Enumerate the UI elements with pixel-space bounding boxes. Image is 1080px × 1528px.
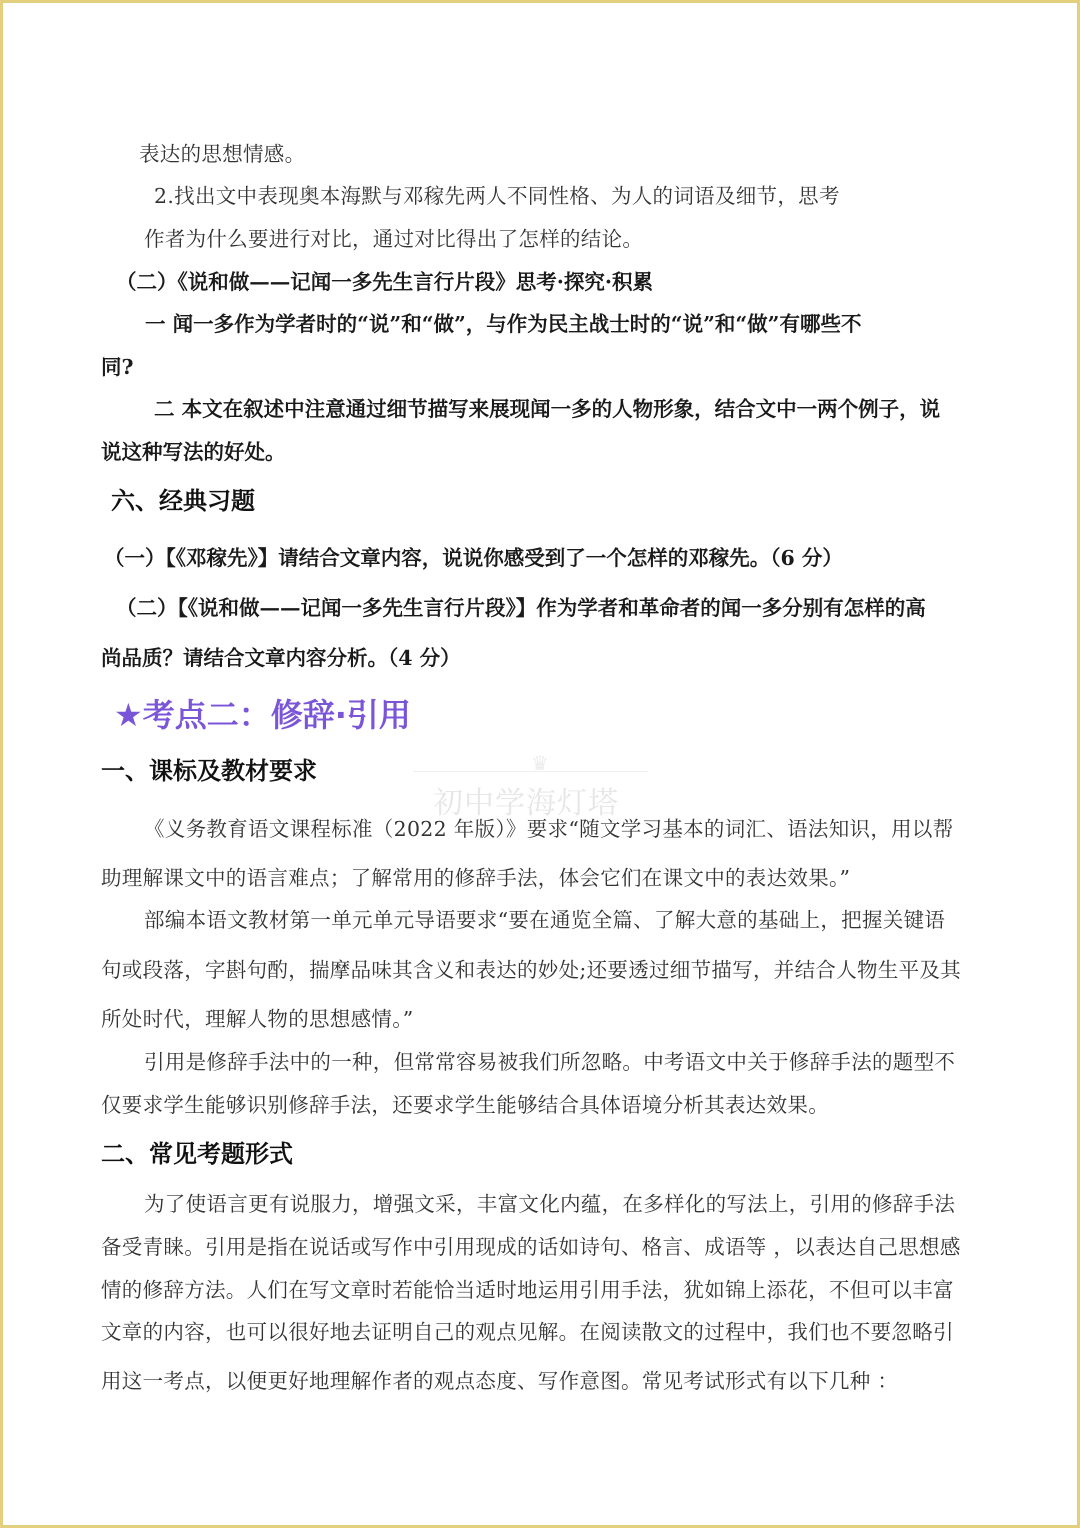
watermark-text: 初中学海灯塔 [433, 786, 619, 821]
text-line: 2.找出文中表现奥本海默与邓稼先两人不同性格、为人的词语及细节，思考 [154, 184, 840, 208]
text-line: 句或段落，字斟句酌，揣摩品味其含义和表达的妙处;还要透过细节描写，并结合人物生平及其 [101, 958, 962, 982]
text-line: 所处时代，理解人物的思想感情。” [101, 1007, 414, 1031]
question-line: 说这种写法的好处。 [101, 440, 286, 464]
subsection-heading: （二）《说和做——记闻一多先生言行片段》思考·探究·积累 [116, 270, 654, 294]
exercise-line: （一）【《邓稼先》】请结合文章内容，说说你感受到了一个怎样的邓稼先。（6 分） [104, 546, 843, 570]
text-line: 用这一考点，以便更好地理解作者的观点态度、写作意图。常见考试形式有以下几种 ： [101, 1369, 899, 1393]
question-line: 一 闻一多作为学者时的“说”和“做”，与作为民主战士时的“说”和“做”有哪些不 [145, 312, 862, 336]
text-line: 助理解课文中的语言难点；了解常用的修辞手法，体会它们在课文中的表达效果。” [101, 866, 851, 890]
section-heading: 一、课标及教材要求 [101, 756, 317, 785]
text-line: 仅要求学生能够识别修辞手法，还要求学生能够结合具体语境分析其表达效果。 [101, 1093, 829, 1117]
crown-icon: ♛ [531, 751, 549, 775]
question-line: 同? [101, 355, 134, 379]
exercise-line: （二）【《说和做——记闻一多先生言行片段》】作为学者和革命者的闻一多分别有怎样的高 [116, 596, 926, 620]
section-heading: 六、经典习题 [111, 486, 255, 515]
text-line: 为了使语言更有说服力，增强文采，丰富文化内蕴，在多样化的写法上，引用的修辞手法 [144, 1192, 956, 1216]
text-line: 情的修辞方法。人们在写文章时若能恰当适时地运用引用手法，犹如锦上添花，不但可以丰富 [101, 1278, 954, 1302]
question-line: 二 本文在叙述中注意通过细节描写来展现闻一多的人物形象，结合文中一两个例子，说 [154, 397, 941, 421]
text-line: 引用是修辞手法中的一种，但常常容易被我们所忽略。中考语文中关于修辞手法的题型不 [144, 1050, 956, 1074]
section-heading: 二、常见考题形式 [101, 1139, 293, 1168]
text-line: 表达的思想情感。 [139, 142, 306, 166]
text-line: 文章的内容，也可以很好地去证明自己的观点见解。在阅读散文的过程中，我们也不要忽略引 [101, 1320, 954, 1344]
exercise-line: 尚品质？请结合文章内容分析。（4 分） [101, 646, 461, 670]
key-point-title: ★考点二：修辞·引用 [114, 696, 411, 734]
text-line: 备受青睐。引用是指在说话或写作中引用现成的话如诗句、格言、成语等 ，以表达自己思想感 [101, 1235, 961, 1259]
text-line: 部编本语文教材第一单元单元导语要求“要在通览全篇、了解大意的基础上，把握关键语 [144, 908, 946, 932]
text-line: 《义务教育语文课程标准（2022 年版）》要求“随文学习基本的词汇、语法知识，用以帮 [144, 817, 954, 841]
text-line: 作者为什么要进行对比，通过对比得出了怎样的结论。 [144, 227, 644, 251]
